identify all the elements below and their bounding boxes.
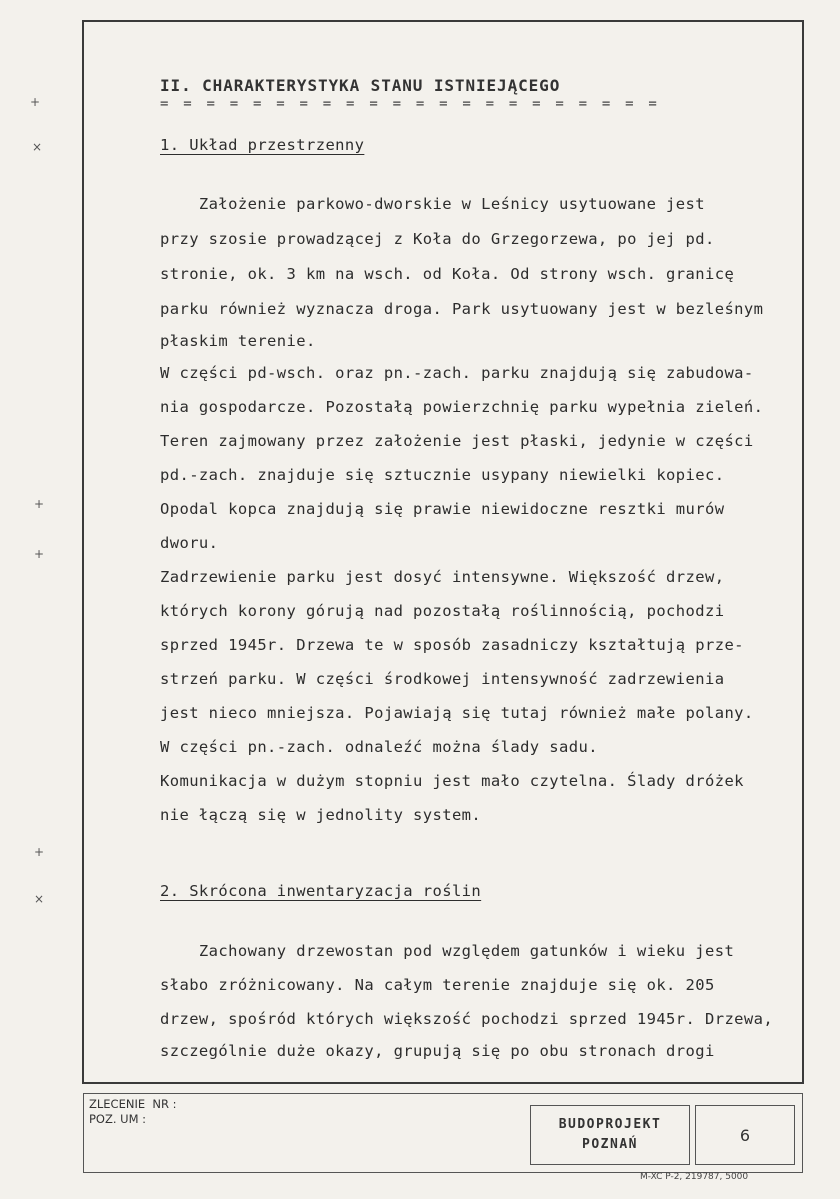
document-code: M-XC P-2, 219787, 5000 [640,1172,749,1182]
paragraph-line: sprzed 1945r. Drzewa te w sposób zasadniczy kształtują prze- [160,636,744,654]
paragraph-line: szczególnie duże okazy, grupują się po obu stronach drogi [160,1042,715,1060]
paragraph-line: Założenie parkowo-dworskie w Leśnicy usytuowane jest [160,195,705,213]
paragraph-line: Teren zajmowany przez założenie jest płaski, jedynie w części [160,432,754,450]
margin-mark: × [32,140,43,154]
margin-mark: + [30,95,41,109]
paragraph-line: W części pn.-zach. odnaleźć można ślady sadu. [160,738,598,756]
page-border-frame [82,20,804,1084]
paragraph-line: stronie, ok. 3 km na wsch. od Koła. Od strony wsch. granicę [160,265,735,283]
section-title-rule: = = = = = = = = = = = = = = = = = = = = = = [160,96,661,112]
paragraph-line: przy szosie prowadzącej z Koła do Grzegorzewa, po jej pd. [160,230,715,248]
paragraph-line: nie łączą się w jednolity system. [160,806,482,824]
margin-mark: + [34,497,45,511]
subsection-1-title: 1. Układ przestrzenny [160,136,365,154]
paragraph-line: dworu. [160,534,219,552]
section-title: II. CHARAKTERYSTYKA STANU ISTNIEJĄCEGO [160,76,561,95]
paragraph-line: słabo zróżnicowany. Na całym terenie znajduje się ok. 205 [160,976,715,994]
paragraph-line: drzew, spośród których większość pochodzi sprzed 1945r. Drzewa, [160,1010,774,1028]
position-label: POZ. UM : [89,1112,147,1126]
paragraph-line: jest nieco mniejsza. Pojawiają się tutaj również małe polany. [160,704,754,722]
margin-mark: + [34,547,45,561]
company-stamp [530,1105,690,1165]
paragraph-line: Zachowany drzewostan pod względem gatunków i wieku jest [160,942,735,960]
paragraph-line: płaskim terenie. [160,332,316,350]
paragraph-line: pd.-zach. znajduje się sztucznie usypany niewielki kopiec. [160,466,725,484]
subsection-2-title: 2. Skrócona inwentaryzacja roślin [160,882,482,900]
paragraph-line: Opodal kopca znajdują się prawie niewidoczne resztki murów [160,500,725,518]
order-labels [89,1097,177,1127]
company-name: BUDOPROJEKT [558,1117,662,1132]
paragraph-line: Komunikacja w dużym stopniu jest mało czytelna. Ślady dróżek [160,772,744,790]
page-number-box [695,1105,795,1165]
paragraph-line: których korony górują nad pozostałą roślinnością, pochodzi [160,602,725,620]
paragraph-line: parku również wyznacza droga. Park usytuowany jest w bezleśnym [160,300,764,318]
page-number: 6 [739,1126,751,1145]
paragraph-line: strzeń parku. W części środkowej intensywność zadrzewienia [160,670,725,688]
order-number-label: ZLECENIE NR : [89,1097,177,1111]
paragraph-line: nia gospodarcze. Pozostałą powierzchnię parku wypełnia zieleń. [160,398,764,416]
title-block-footer [75,1085,805,1175]
paragraph-line: W części pd-wsch. oraz pn.-zach. parku znajdują się zabudowa- [160,364,754,382]
margin-mark: + [34,845,45,859]
margin-mark: × [34,892,45,906]
paragraph-line: Zadrzewienie parku jest dosyć intensywne. Większość drzew, [160,568,725,586]
company-city: POZNAŃ [582,1137,638,1152]
